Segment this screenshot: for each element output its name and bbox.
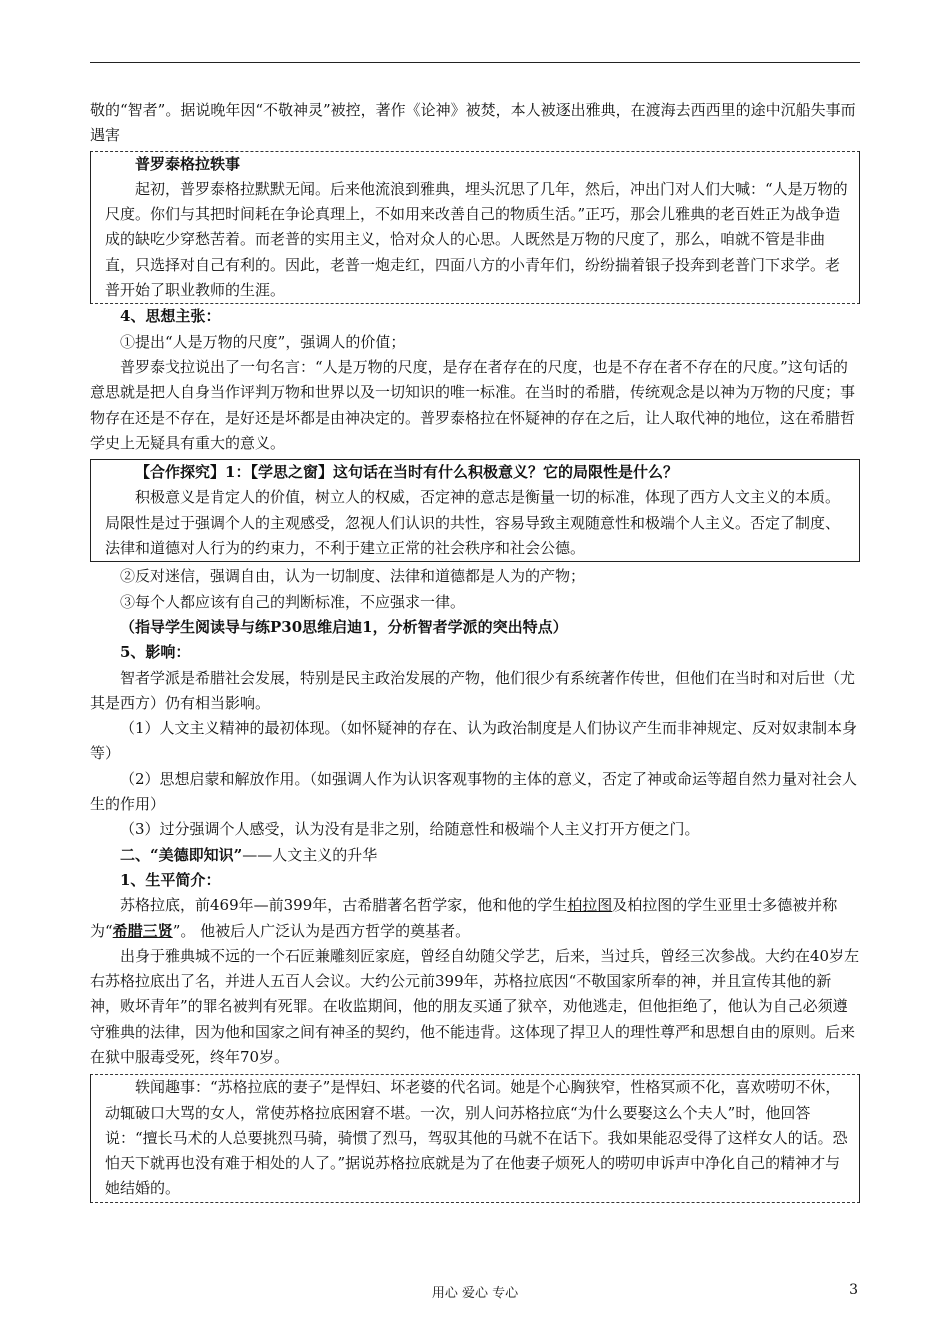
influence-point-3: （3）过分强调个人感受，认为没有是非之别，给随意性和极端个人主义打开方便之门。 bbox=[120, 820, 700, 839]
page-footer: 用心 爱心 专心 bbox=[431, 1286, 519, 1301]
inquiry-box bbox=[90, 459, 860, 562]
continuation-text: 敬的“智者”。据说晚年因“不敬神灵”被控，著作《论神》被焚，本人被逐出雅典，在渡海去西西里的途中沉船失事而遇害 bbox=[90, 101, 856, 145]
socrates-anecdote-text: 轶闻趣事：“苏格拉底的妻子”是悍妇、坏老婆的代名词。她是个心胸狭窄，性格冥顽不化，喜欢唠叨不休，动辄破口大骂的女人，常使苏格拉底困窘不堪。一次，别人问苏格拉底“为什么要娶这么个夫人”时，他回答说：“擅长马术的人总要挑烈马骑，骑惯了烈马，驾驭其他的马就不在话下。我如果能忍受得了这样女人的话。恐怕天下就再也没有难于相处的人了。”据说苏格拉底就是为了在他妻子烦死人的唠叨申诉声中净化自己的精神才与她结婚的。 bbox=[105, 1078, 848, 1198]
influence-intro: 智者学派是希腊社会发展，特别是民主政治发展的产物，他们很少有系统著作传世，但他们在当时和对后世（尤其是西方）仍有相当影响。 bbox=[90, 668, 856, 712]
bio-paragraph-2: 出身于雅典城不远的一个石匠兼雕刻匠家庭，曾经自幼随父学艺，后来，当过兵，曾经三次参战。大约在40岁左右苏格拉底出了名，并进人五百人会议。大约公元前399年，苏格拉底因“不敬国家所奉的神，并且宣传其他的新神，败坏青年”的罪名被判有死罪。在收监期间，他的朋友买通了狱卒，劝他逃走，但他拒绝了，他认为自己必须遵守雅典的法律，因为他和国家之间有神圣的契约，他不能违背。这体现了捍卫人的理性尊严和思想自由的原则。后来在狱中服毒受死，终年70岁。 bbox=[90, 946, 860, 1066]
anecdote-text: 起初，普罗泰格拉默默无闻。后来他流浪到雅典，埋头沉思了几年，然后，冲出门对人们大喊：“人是万物的尺度。你们与其把时间耗在争论真理上，不如用来改善自己的物质生活。”正巧，那会儿雅典的老百姓正为战争造成的缺吃少穿愁苦着。而老普的实用主义，恰对众人的心思。人既然是万物的尺度了，那么，咱就不管是非曲直，只选择对自己有利的。因此，老普一炮走红，四面八方的小青年们，纷纷揣着银子投奔到老普门下求学。老普开始了职业教师的生涯。 bbox=[105, 179, 848, 300]
plato-link: 柏拉图 bbox=[567, 896, 613, 915]
header-rule bbox=[90, 62, 860, 63]
anecdote-title: 普罗泰格拉轶事 bbox=[135, 154, 241, 173]
section-2-title-rest: ——人文主义的升华 bbox=[242, 845, 378, 864]
influence-heading: 5、影响： bbox=[120, 643, 191, 662]
page-number: 3 bbox=[849, 1282, 858, 1298]
section-2-title bbox=[90, 843, 860, 868]
bio-heading: 1、生平简介： bbox=[120, 870, 221, 889]
section-2-title-bold: 二、“美德即知识” bbox=[120, 845, 243, 864]
page-content bbox=[90, 98, 860, 1203]
ideas-item-1: ①提出“人是万物的尺度”，强调人的价值； bbox=[120, 332, 406, 351]
protagoras-anecdote-box bbox=[90, 151, 860, 305]
ideas-paragraph: 普罗泰戈拉说出了一句名言：“人是万物的尺度，是存在者存在的尺度，也是不存在者不存在的尺度。”这句话的意思就是把人自身当作评判万物和世界以及一切知识的唯一标准。在当时的希腊，传统观念是以神为万物的尺度；事物存在还是不存在，是好还是坏都是由神决定的。普罗泰格拉在怀疑神的存在之后，让人取代神的地位，这在希腊哲学史上无疑具有重大的意义。 bbox=[90, 357, 856, 452]
inquiry-question: 【合作探究】1：【学思之窗】这句话在当时有什么积极意义？它的局限性是什么？ bbox=[135, 463, 678, 482]
socrates-anecdote-box bbox=[90, 1074, 860, 1202]
ideas-item-2: ②反对迷信，强调自由，认为一切制度、法律和道德都是人为的产物； bbox=[120, 567, 586, 586]
inquiry-answer: 积极意义是肯定人的价值，树立人的权威，否定神的意志是衡量一切的标准，体现了西方人文主义的本质。局限性是过于强调个人的主观感受，忽视人们认识的共性，容易导致主观随意性和极端个人主义。否定了制度、法律和道德对人行为的约束力，不利于建立正常的社会秩序和社会公德。 bbox=[105, 488, 841, 558]
influence-point-2: （2）思想启蒙和解放作用。（如强调人作为认识客观事物的主体的意义，否定了神或命运等超自然力量对社会人生的作用） bbox=[90, 769, 858, 814]
influence-point-1: （1）人文主义精神的最初体现。（如怀疑神的存在、认为政治制度是人们协议产生而非神规定、反对奴隶制本身等） bbox=[90, 719, 858, 763]
greek-three-sages: 希腊三贤 bbox=[112, 921, 173, 940]
bio-paragraph-1: 苏格拉底，前469年—前399年，古希腊著名哲学家，他和他的学生柏拉图及柏拉图的学生亚里士多德被并称为“希腊三贤”。 他被后人广泛认为是西方哲学的奠基者。 bbox=[90, 896, 838, 940]
ideas-item-3: ③每个人都应该有自己的判断标准，不应强求一律。 bbox=[120, 592, 466, 611]
guide-note: （指导学生阅读导与练P30思维启迪1，分析智者学派的突出特点） bbox=[120, 617, 568, 636]
ideas-heading: 4、思想主张： bbox=[120, 307, 221, 326]
